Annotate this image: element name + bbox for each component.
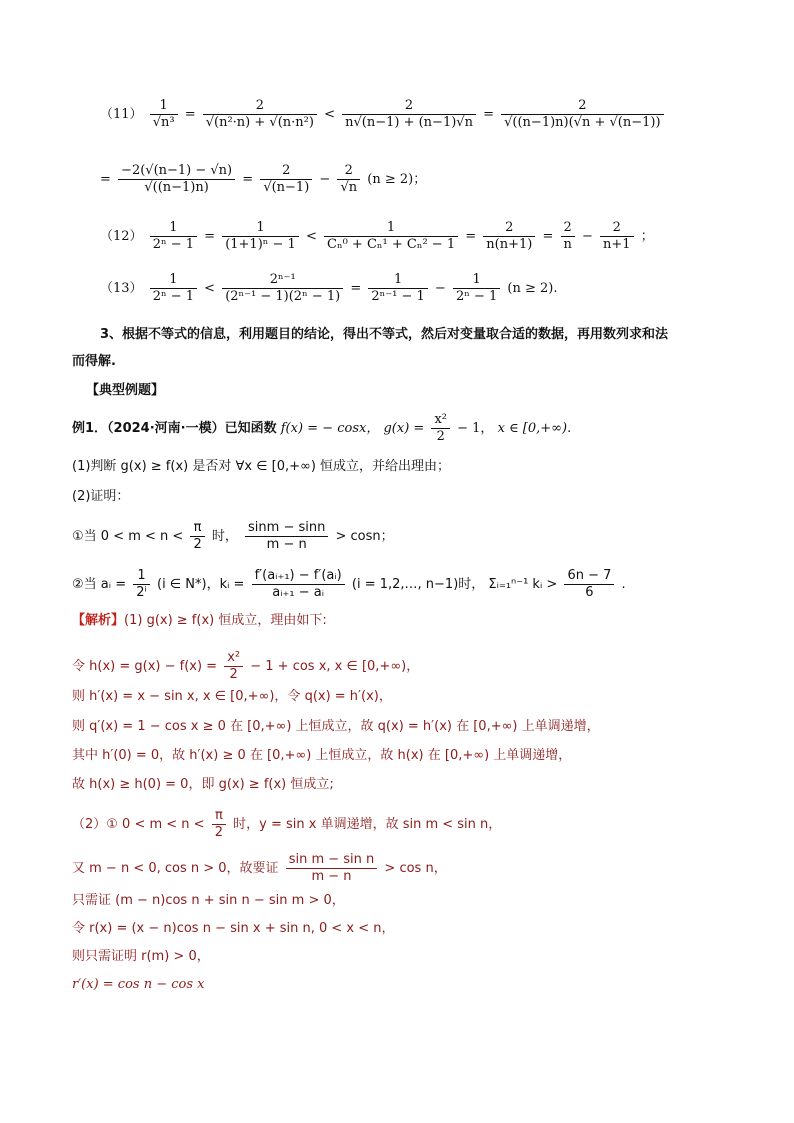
- fraction: $\frac{6n - 7}{6}$: [564, 568, 614, 601]
- item-label: （13）: [100, 281, 143, 296]
- fraction: $\frac{\pi}{2}$: [212, 808, 226, 841]
- fraction: $\frac{1}{\text{2ⁿ⁻¹ − 1}}$: [368, 272, 427, 305]
- f-definition: f(x) = − cosx，: [280, 421, 380, 436]
- item-13-line: （13） $\frac{1}{\text{2ⁿ − 1}}$ < $\frac{\text{2ⁿ⁻¹}}{\text{(2ⁿ⁻¹ − 1)(2ⁿ − 1)}}$ = $\frac{1}{\text{2ⁿ⁻¹ − 1}}$ − $\frac{1}{\text{2ⁿ − 1}}$ (n ≥ 2).: [100, 272, 558, 304]
- solution-text: 时，y = sin x 单调递增，故 sin m < sin n，: [233, 817, 502, 832]
- fraction: $\frac{1}{\text{(1+1)ⁿ − 1}}$: [222, 220, 299, 253]
- fraction: $\frac{1}{\text{√n³}}$: [150, 98, 178, 131]
- solution-line-9: 只需证 (m − n)cos n + sin n − sin m > 0，: [72, 893, 345, 908]
- item-11-line-1: （11） $\frac{1}{\text{√n³}}$ = $\frac{2}{\text{√(n²·n) + √(n·n²)}}$ < $\frac{2}{n√(n-1) + (n-1)√n}$ = $\frac{2}{√((n-1)n)(√n + √(n-1))}$: [100, 98, 667, 131]
- solution-line-2: [72, 650, 419, 683]
- item-11-line-2: = $\frac{-2(√(n-1) - √n)}{√((n-1)n)}$ = $\frac{2}{√(n-1)}$ − $\frac{2}{√n}$ (n ≥ 2)；: [100, 163, 427, 195]
- fraction: $\frac{\text{2ⁿ⁻¹}}{\text{(2ⁿ⁻¹ − 1)(2ⁿ − 1)}}$: [222, 272, 343, 305]
- fraction: $\frac{\text{sin m − sin n}}{m - n}$: [286, 852, 378, 885]
- fraction: $\frac{2}{n(n+1)}$: [483, 220, 535, 253]
- solution-line-8: [72, 852, 447, 885]
- condition: (n ≥ 2).: [507, 281, 558, 296]
- solution-text: − 1 + cos x, x ∈ [0,+∞)，: [250, 659, 420, 674]
- solution-line-12: r′(x) = cos n − cos x: [72, 977, 205, 992]
- g-definition-tail: − 1，: [457, 421, 494, 436]
- q2a-pre: ①当 0 < m < n <: [72, 529, 184, 544]
- solution-label: 【解析】: [72, 613, 125, 628]
- q2b-k-post: (i = 1,2,…, n−1)时，: [351, 577, 485, 592]
- solution-line-1: [72, 612, 327, 630]
- fraction: $\frac{1}{\text{Cₙ⁰ + Cₙ¹ + Cₙ² − 1}}$: [324, 220, 458, 253]
- fraction: $\frac{1}{\text{2ⁿ − 1}}$: [150, 220, 197, 253]
- period: .: [621, 577, 626, 592]
- summation: Σᵢ₌₁ⁿ⁻¹ kᵢ >: [488, 577, 558, 592]
- fraction: $\frac{1}{\text{2ⁿ − 1}}$: [150, 272, 197, 305]
- q2b-pre: ②当 aᵢ =: [72, 577, 127, 592]
- question-1: (1)判断 g(x) ≥ f(x) 是否对 ∀x ∈ [0,+∞) 恒成立，并给出理由；: [72, 459, 451, 474]
- example-1-statement: [72, 412, 571, 445]
- fraction: $\frac{\text{x²}}{2}$: [224, 650, 243, 683]
- fraction: $\frac{\text{f′(aᵢ₊₁) − f′(aᵢ)}}{\text{aᵢ₊₁ − aᵢ}}$: [252, 568, 345, 601]
- solution-line-3: 则 h′(x) = x − sin x, x ∈ [0,+∞)，令 q(x) = h′(x)，: [72, 689, 392, 704]
- solution-text: > cos n，: [384, 861, 447, 876]
- solution-line-10: 令 r(x) = (x − n)cos n − sin x + sin n, 0 < x < n，: [72, 921, 395, 936]
- fraction: $\frac{2}{n}$: [561, 220, 575, 253]
- condition: (n ≥ 2)；: [367, 172, 427, 187]
- item-label: （11）: [100, 107, 143, 122]
- solution-line-7: [72, 808, 501, 841]
- fraction: $\frac{\text{x²}}{2}$: [431, 412, 450, 445]
- question-2b: [72, 568, 626, 601]
- equals-sign: =: [100, 172, 111, 187]
- fraction: $\frac{2}{\text{√(n²·n) + √(n·n²)}}$: [203, 98, 317, 131]
- fraction: $\frac{1}{\text{2ⁱ}}$: [133, 568, 150, 601]
- g-definition: g(x) =: [383, 421, 425, 436]
- item-12-line: （12） $\frac{1}{\text{2ⁿ − 1}}$ = $\frac{1}{\text{(1+1)ⁿ − 1}}$ < $\frac{1}{\text{Cₙ⁰ + Cₙ¹ + Cₙ² − 1}}$ = $\frac{2}{n(n+1)}$ = $\frac{2}{n}$ − $\frac{2}{n+1}$ ；: [100, 220, 654, 252]
- point-3-line-2: 而得解.: [72, 354, 116, 369]
- solution-line-5: 其中 h′(0) = 0，故 h′(x) ≥ 0 在 [0,+∞) 上恒成立，故 h(x) 在 [0,+∞) 上单调递增，: [72, 748, 572, 763]
- question-2a: [72, 520, 394, 553]
- q2a-mid: 时，: [211, 529, 238, 544]
- item-label: （12）: [100, 229, 143, 244]
- solution-line-11: 则只需证明 r(m) > 0，: [72, 949, 210, 964]
- fraction: $\frac{1}{\text{2ⁿ − 1}}$: [453, 272, 500, 305]
- fraction: $\frac{-2(√(n-1) - √n)}{√((n-1)n)}$: [118, 163, 235, 196]
- example-lead: 例1．（2024·河南·一模）已知函数: [72, 421, 277, 436]
- fraction: $\frac{2}{√n}$: [337, 163, 360, 196]
- fraction: $\frac{2}{n√(n-1) + (n-1)√n}$: [342, 98, 476, 131]
- solution-text: (1) g(x) ≥ f(x) 恒成立，理由如下:: [124, 613, 327, 628]
- solution-text: （2）① 0 < m < n <: [72, 817, 205, 832]
- solution-text: 令 h(x) = g(x) − f(x) =: [72, 659, 218, 674]
- fraction: $\frac{\sin m - \sin n}{m - n}$: [245, 520, 328, 553]
- solution-line-4: 则 q′(x) = 1 − cos x ≥ 0 在 [0,+∞) 上恒成立，故 q(x) = h′(x) 在 [0,+∞) 上单调递增，: [72, 719, 600, 734]
- q2a-post: > cosn；: [335, 529, 394, 544]
- question-2: (2)证明：: [72, 489, 130, 504]
- fraction: $\frac{\pi}{2}$: [190, 520, 204, 553]
- fraction: $\frac{2}{√((n-1)n)(√n + √(n-1))}$: [501, 98, 663, 131]
- semicolon: ；: [640, 229, 654, 244]
- section-title: 【典型例题】: [86, 383, 165, 398]
- solution-line-6: 故 h(x) ≥ h(0) = 0，即 g(x) ≥ f(x) 恒成立;: [72, 777, 334, 792]
- domain: x ∈ [0,+∞).: [497, 421, 572, 436]
- solution-text: 又 m − n < 0, cos n > 0，故要证: [72, 861, 279, 876]
- fraction: $\frac{2}{n+1}$: [600, 220, 634, 253]
- q2b-a-post: (i ∈ N*)，kᵢ =: [157, 577, 245, 592]
- point-3-line-1: 3、根据不等式的信息，利用题目的结论，得出不等式，然后对变量取合适的数据，再用数列求和法: [100, 327, 669, 342]
- fraction: $\frac{2}{√(n-1)}$: [260, 163, 312, 196]
